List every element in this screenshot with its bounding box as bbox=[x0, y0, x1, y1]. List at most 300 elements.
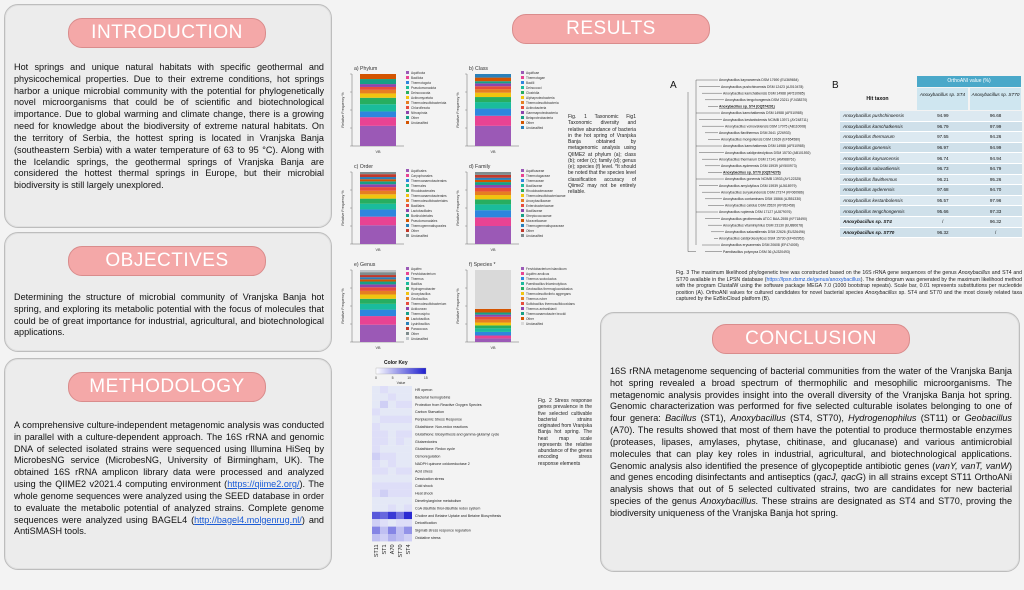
legend-swatch bbox=[406, 76, 409, 79]
bar-segment bbox=[360, 287, 396, 291]
legend-label: Thermosipho bbox=[411, 312, 430, 316]
bar-segment bbox=[475, 270, 511, 309]
bar-segment bbox=[360, 126, 396, 146]
legend-label: Thermotogaceae bbox=[526, 174, 551, 178]
orthoani-taxon: Anoxybacillus salavatliensis bbox=[840, 163, 916, 174]
orthoani-taxon: Anoxybacillus tengchongensis bbox=[840, 206, 916, 217]
legend-swatch bbox=[521, 71, 524, 74]
legend-label: Thermodesulfobacteriota bbox=[411, 101, 447, 105]
heatmap-cell bbox=[380, 423, 388, 430]
legend-swatch bbox=[521, 111, 524, 114]
orthoani-st4-value: 97.68 bbox=[916, 185, 969, 196]
heatmap-row-label: NADPH quinone oxidoreductase 2 bbox=[415, 462, 470, 466]
legend-label: Thermoanaerobacterales bbox=[411, 194, 447, 198]
tree-taxon-label: Anoxybacillus kamchatkensis DSM 14988 (AF510985) bbox=[723, 144, 805, 149]
bar-segment bbox=[360, 93, 396, 97]
legend-swatch bbox=[521, 194, 524, 197]
bar-segment bbox=[475, 188, 511, 192]
tree-taxon-label: Anoxybacillus calidus DSM 25520 (KF952458) bbox=[725, 203, 795, 208]
y-axis-label: Relative Frequency % bbox=[456, 92, 460, 128]
taxonomy-panel-3 bbox=[340, 160, 450, 256]
legend-swatch bbox=[521, 116, 524, 119]
legend-label: Caryophanales bbox=[411, 174, 433, 178]
orthoani-taxon: Anoxybacillus thermarum bbox=[840, 132, 916, 143]
legend-swatch bbox=[406, 194, 409, 197]
heatmap-cell bbox=[404, 438, 412, 445]
heatmap-cell bbox=[396, 453, 404, 460]
legend-swatch bbox=[406, 169, 409, 172]
legend-label: Thermus bbox=[411, 277, 424, 281]
legend-swatch bbox=[406, 71, 409, 74]
legend-label: Unclassified bbox=[526, 322, 544, 326]
legend-swatch bbox=[406, 111, 409, 114]
legend-swatch bbox=[406, 91, 409, 94]
legend-swatch bbox=[521, 234, 524, 237]
legend-label: Thermoanaerobacterales bbox=[411, 179, 447, 183]
legend-label: Thermogemmatisporales bbox=[411, 224, 447, 228]
legend-label: Thermales bbox=[411, 184, 427, 188]
tree-taxon-label: Anoxybacillus contaminans DSM 15866 (AJ551330) bbox=[723, 197, 802, 201]
heatmap-row-label: Dessication stress bbox=[415, 476, 445, 481]
legend-label: Other bbox=[411, 116, 419, 120]
heatmap-row-label: Glutathione: Biosynthesis and gamma-glutamyl cycle bbox=[415, 432, 500, 437]
legend-label: Thermaceae bbox=[526, 179, 544, 183]
panel-title: b) Class bbox=[469, 66, 489, 72]
bar-segment bbox=[360, 291, 396, 295]
bar-segment bbox=[475, 182, 511, 185]
legend-label: Bacillales bbox=[411, 204, 425, 208]
bar-segment bbox=[360, 104, 396, 111]
bar-segment bbox=[475, 178, 511, 180]
legend-swatch bbox=[521, 126, 524, 129]
bar-segment bbox=[360, 282, 396, 285]
legend-label: Hydrogenobacter bbox=[411, 287, 436, 291]
orthoani-st70-value: 94.70 bbox=[969, 185, 1022, 196]
heatmap-cell bbox=[372, 519, 380, 526]
legend-swatch bbox=[406, 307, 409, 310]
heatmap-cell bbox=[396, 416, 404, 423]
orthoani-taxon: Anoxybacillus sp. ST4 bbox=[840, 216, 916, 227]
orthoani-st4-value: 95.66 bbox=[916, 206, 969, 217]
heatmap-row-label: Glutathione: Redox cycle bbox=[415, 447, 455, 452]
bar-segment bbox=[360, 316, 396, 325]
heatmap-cell bbox=[396, 460, 404, 467]
legend-label: Bacilli bbox=[526, 81, 535, 85]
tree-taxon-label: Anoxybacillus mongoliensis DSM 19169 (EF654580) bbox=[721, 137, 801, 142]
legend-swatch bbox=[521, 204, 524, 207]
legend-swatch bbox=[406, 302, 409, 305]
heatmap-cell bbox=[372, 393, 380, 400]
heatmap-cell bbox=[388, 438, 396, 445]
legend-swatch bbox=[406, 312, 409, 315]
bar-segment bbox=[475, 126, 511, 146]
legend-label: Bacillota bbox=[411, 76, 424, 80]
heatmap-cell bbox=[404, 453, 412, 460]
orthoani-st70-value: 97.33 bbox=[969, 206, 1022, 217]
legend-swatch bbox=[406, 199, 409, 202]
heatmap-cell bbox=[388, 416, 396, 423]
legend-swatch bbox=[406, 121, 409, 124]
panel-title: d) Family bbox=[469, 164, 491, 170]
bar-segment bbox=[475, 317, 511, 320]
taxonomy-panel-4 bbox=[455, 160, 565, 256]
heatmap-cell bbox=[380, 453, 388, 460]
heatmap-cell bbox=[388, 504, 396, 511]
legend-label: Deinococci bbox=[526, 86, 542, 90]
orthoani-row bbox=[840, 174, 1022, 185]
heatmap-cell bbox=[388, 445, 396, 452]
taxonomy-panel-6 bbox=[455, 258, 575, 354]
tree-taxon-label: Anoxybacillus suryakundensis DSM 27374 (KF060986) bbox=[721, 190, 804, 195]
legend-swatch bbox=[521, 307, 524, 310]
heatmap-cell bbox=[404, 497, 412, 504]
heatmap-cell bbox=[396, 386, 404, 393]
heatmap-row-label: Carbon Starvation bbox=[415, 410, 444, 415]
panel-title: c) Order bbox=[354, 164, 374, 170]
legend-swatch bbox=[406, 81, 409, 84]
orthoani-st4-value: 95.57 bbox=[916, 195, 969, 206]
orthoani-taxon: Anoxybacillus sp. ST70 bbox=[840, 227, 916, 238]
bar-segment bbox=[475, 109, 511, 116]
bar-segment bbox=[475, 97, 511, 102]
heatmap-cell bbox=[388, 527, 396, 534]
legend-label: Other bbox=[526, 317, 534, 321]
orthoani-st4-value: 94.99 bbox=[916, 111, 969, 121]
heatmap-cell bbox=[396, 482, 404, 489]
tree-taxon-label: Anoxybacillus geothermalis ATCC BAA-2555 (KF718490) bbox=[721, 216, 808, 221]
bar-segment bbox=[475, 312, 511, 314]
heatmap-cell bbox=[404, 504, 412, 511]
heatmap-row-label: Detoxification bbox=[415, 521, 437, 526]
orthoani-st4-value: 96.97 bbox=[916, 142, 969, 153]
legend-swatch bbox=[406, 116, 409, 119]
bar-segment bbox=[360, 90, 396, 94]
heatmap-column-label: ST11 bbox=[374, 544, 380, 558]
bar-segment bbox=[360, 310, 396, 316]
legend-swatch bbox=[521, 312, 524, 315]
heatmap-cell bbox=[380, 416, 388, 423]
heatmap-cell bbox=[372, 401, 380, 408]
heatmap-cell bbox=[372, 460, 380, 467]
heatmap-cell bbox=[372, 482, 380, 489]
legend-swatch bbox=[521, 106, 524, 109]
legend-label: Lactobacillales bbox=[411, 209, 432, 213]
heatmap-cell bbox=[404, 519, 412, 526]
heatmap-cell bbox=[404, 416, 412, 423]
bar-segment bbox=[475, 332, 511, 336]
heatmap-cell bbox=[388, 497, 396, 504]
heatmap-row-label: Dimethylarginine metabolism bbox=[415, 499, 462, 503]
panel-title: a) Phylum bbox=[354, 66, 378, 72]
bar-segment bbox=[360, 172, 396, 174]
heatmap-cell bbox=[388, 460, 396, 467]
heatmap-cell bbox=[388, 482, 396, 489]
heatmap-cell bbox=[388, 467, 396, 474]
heatmap-cell bbox=[380, 475, 388, 482]
tree-taxon-label: Anoxybacillus salavatliensis DSM 22626 (EU326496) bbox=[725, 230, 805, 234]
heatmap-row-label: Glutaredoxins bbox=[415, 439, 438, 444]
heatmap-cell bbox=[372, 386, 380, 393]
taxonomy-panel-5 bbox=[340, 258, 450, 354]
heatmap-row-label: SigmaB stress responce regulation bbox=[415, 528, 471, 533]
tree-taxon-label: Anoxybacillus caldiproteolyticus DSM 15730 (EF492952) bbox=[719, 236, 805, 241]
tree-taxon-label: Anoxybacillus sp. ST70 (OQ574276) bbox=[723, 170, 781, 175]
heatmap-cell bbox=[372, 408, 380, 415]
color-key-title: Color Key bbox=[384, 360, 408, 366]
legend-label: Bacillus bbox=[411, 282, 422, 286]
sample-label: VB bbox=[375, 346, 381, 350]
legend-swatch bbox=[406, 101, 409, 104]
bar-segment bbox=[360, 191, 396, 195]
tree-taxon-label: Anoxybacillus kamchatkensis DSM 14988 (AF510985) bbox=[721, 111, 803, 116]
orthoani-st70-value: 96.32 bbox=[969, 216, 1022, 227]
heatmap-cell bbox=[388, 423, 396, 430]
legend-swatch bbox=[521, 322, 524, 325]
taxonomy-panel-1 bbox=[340, 62, 450, 158]
bar-segment bbox=[475, 89, 511, 93]
legend-label: Other bbox=[526, 229, 534, 233]
bar-segment bbox=[475, 309, 511, 313]
legend-label: Thermoanaerobacter brockii bbox=[526, 312, 566, 316]
bar-segment bbox=[475, 78, 511, 82]
bar-segment bbox=[360, 181, 396, 184]
y-axis-label: Relative Frequency % bbox=[456, 288, 460, 324]
orthoani-row bbox=[840, 132, 1022, 143]
st4-col-header: Anoxybacillus sp. ST4 bbox=[917, 88, 968, 110]
color-key-tick: 0 bbox=[375, 376, 377, 380]
heatmap-cell bbox=[388, 475, 396, 482]
legend-label: Thermodesulfobacteria bbox=[526, 101, 559, 105]
bar-segment bbox=[475, 199, 511, 204]
orthoani-row bbox=[840, 206, 1022, 217]
heatmap-cell bbox=[404, 386, 412, 393]
bar-segment bbox=[475, 336, 511, 339]
bar-segment bbox=[360, 272, 396, 275]
legend-swatch bbox=[406, 179, 409, 182]
heatmap-cell bbox=[372, 512, 380, 519]
legend-swatch bbox=[521, 282, 524, 285]
orthoani-st4-value: 96.21 bbox=[916, 174, 969, 185]
orthoani-st70-value: 94.26 bbox=[969, 132, 1022, 143]
orthoani-taxon: Anoxybacillus kamchatkensis bbox=[840, 121, 916, 132]
legend-label: Paracoccus bbox=[411, 327, 428, 331]
legend-label: Acidovorax bbox=[411, 307, 427, 311]
heatmap-cell bbox=[404, 527, 412, 534]
heatmap-cell bbox=[380, 504, 388, 511]
bar-segment bbox=[360, 204, 396, 210]
heatmap-cell bbox=[404, 401, 412, 408]
heatmap-cell bbox=[372, 475, 380, 482]
tree-taxon-label: Anoxybacillus thermarum DSM 17141 (AM988761) bbox=[719, 157, 796, 162]
heatmap-row-label: Bacterial hemoglobins bbox=[415, 395, 451, 400]
bar-segment bbox=[475, 195, 511, 199]
bar-segment bbox=[360, 275, 396, 277]
panel-b-label: B bbox=[832, 80, 839, 91]
heatmap-cell bbox=[404, 445, 412, 452]
legend-swatch bbox=[521, 174, 524, 177]
legend-label: Unclassified bbox=[411, 234, 429, 238]
legend-label: Unclassified bbox=[526, 126, 544, 130]
bar-segment bbox=[360, 117, 396, 126]
heatmap-row-label: HR operon bbox=[415, 388, 433, 392]
legend-label: Aquificaceae bbox=[526, 169, 545, 173]
heatmap-row-label: Protection from Reactive Oxygen Species bbox=[415, 402, 482, 407]
tree-taxon-label: Anoxybacillus amylolyticus DSM 15939 (AJ618979) bbox=[719, 183, 797, 188]
legend-swatch bbox=[406, 322, 409, 325]
heatmap-cell bbox=[396, 497, 404, 504]
orthoani-row bbox=[840, 111, 1022, 121]
heatmap-column-label: ST1 bbox=[382, 544, 388, 555]
introduction-title: INTRODUCTION bbox=[68, 18, 266, 48]
orthoani-st70-value: 97.96 bbox=[969, 195, 1022, 206]
orthoani-taxon: Anoxybacillus flavithermus bbox=[840, 174, 916, 185]
legend-swatch bbox=[521, 189, 524, 192]
y-axis-label: Relative Frequency % bbox=[456, 190, 460, 226]
results-title: RESULTS bbox=[512, 14, 710, 44]
legend-swatch bbox=[406, 327, 409, 330]
sample-label: VB bbox=[490, 346, 496, 350]
tree-taxon-label: Paenibacillus polymyxa DSM 36 (AJ320493) bbox=[723, 249, 790, 254]
heatmap-cell bbox=[380, 438, 388, 445]
legend-swatch bbox=[406, 332, 409, 335]
heatmap-cell bbox=[396, 401, 404, 408]
orthoani-taxon: Anoxybacillus kestanbolensis bbox=[840, 195, 916, 206]
color-key-tick: 10 bbox=[407, 376, 412, 380]
legend-swatch bbox=[521, 209, 524, 212]
heatmap-cell bbox=[380, 497, 388, 504]
heatmap-cell bbox=[380, 519, 388, 526]
legend-label: Aquificota bbox=[411, 71, 425, 75]
legend-label: Lactobacillus bbox=[411, 317, 430, 321]
heatmap-cell bbox=[404, 475, 412, 482]
heatmap-cell bbox=[404, 512, 412, 519]
bar-segment bbox=[475, 320, 511, 323]
fig1-caption: Fig. 1 Taxonomic Fig1 Taxonomic diversity and relative abundance of bacteria in the hot spring of Vranjska Banja obtained by metagenomic analysis using QIIME2 at phylum (a); class (b); order (c); family (d); genus (e); species (f) level. *It should be noted that the species level classification accuracy of Qiime2 may not be entirely reliable. bbox=[568, 114, 636, 195]
orthoani-row bbox=[840, 227, 1022, 238]
legend-swatch bbox=[521, 277, 524, 280]
heatmap-cell bbox=[404, 423, 412, 430]
orthoani-taxon: Anoxybacillus pushchinoensis bbox=[840, 111, 916, 121]
tree-taxon-label: Anoxybacillus flavithermus DSM 2641 (Z26933) bbox=[719, 131, 791, 135]
legend-swatch bbox=[406, 267, 409, 270]
heatmap-cell bbox=[404, 408, 412, 415]
bagel4-link[interactable]: http://bagel4.molgenrug.nl/ bbox=[194, 514, 302, 525]
legend-swatch bbox=[521, 169, 524, 172]
bar-segment bbox=[475, 191, 511, 195]
legend-label: Bacillaceae bbox=[526, 184, 543, 188]
bar-segment bbox=[475, 315, 511, 317]
heatmap-cell bbox=[396, 475, 404, 482]
orthoani-st70-value: 95.26 bbox=[969, 174, 1022, 185]
heatmap-row-label: Osmoregulation bbox=[415, 454, 441, 459]
legend-swatch bbox=[521, 229, 524, 232]
fig3-caption: Fig. 3 The maximum likelihood phylogenetic tree was constructed based on the 16S rRNA gene sequences of the genus Anoxybacillus and ST4 and ST70 available in the LPSN database (https://lpsn.dsmz.de/genus/anoxybacillus). The dendrogram was generated by the maximum likelihood method with the program ClustalW using the software package MEGA 7.0 (1000 bootstrap repeats). Scale bar, 0.01 represents substitutions per nucleotide position (A). OrthoANI values for cultured candidates for novel bacterial species Anoxybacillus sp. ST4 and ST70 and the most closely related taxa captured by the EzBioCloud platform (B). bbox=[676, 270, 1023, 302]
legend-swatch bbox=[521, 199, 524, 202]
legend-label: Nitrospirota bbox=[411, 111, 428, 115]
y-axis-label: Relative Frequency % bbox=[341, 190, 345, 226]
legend-label: Chloroflexota bbox=[411, 106, 430, 110]
orthoani-st70-value: 96.68 bbox=[969, 111, 1022, 121]
objectives-text: Determining the structure of microbial community of Vranjska Banja hot spring, and exploring its metabolic potential with the focus of molecules that could be of great importance for industrial, agricultural, and biotechnological applications. bbox=[14, 292, 324, 338]
heatmap-cell bbox=[380, 408, 388, 415]
legend-label: Deinococcota bbox=[411, 91, 431, 95]
legend-label: Fervidobacterium bbox=[411, 272, 436, 276]
panel-title: e) Genus bbox=[354, 262, 376, 268]
legend-swatch bbox=[406, 219, 409, 222]
heatmap-row-label: Glutathione: Non-redox reactions bbox=[415, 425, 468, 429]
legend-swatch bbox=[521, 81, 524, 84]
legend-swatch bbox=[521, 287, 524, 290]
heatmap-cell bbox=[372, 527, 380, 534]
orthoani-taxon: Anoxybacillus ayderensis bbox=[840, 185, 916, 196]
heatmap-row-label: Heat shock bbox=[415, 491, 433, 496]
legend-label: Burkholderiales bbox=[411, 214, 433, 218]
legend-swatch bbox=[521, 101, 524, 104]
legend-label: Actinobacteria bbox=[526, 106, 547, 110]
bar-segment bbox=[475, 102, 511, 108]
legend-swatch bbox=[406, 184, 409, 187]
sample-label: VB bbox=[375, 248, 381, 252]
heatmap-cell bbox=[396, 519, 404, 526]
bar-segment bbox=[475, 217, 511, 226]
orthoani-row bbox=[840, 185, 1022, 196]
heatmap-column-label: A70 bbox=[390, 544, 396, 555]
bar-segment bbox=[360, 184, 396, 187]
tree-taxon-label: Anoxybacillus caldiproteolyticus DSM 15730 (AB101592) bbox=[725, 150, 811, 155]
heatmap-cell bbox=[372, 445, 380, 452]
legend-swatch bbox=[406, 224, 409, 227]
bar-segment bbox=[360, 84, 396, 87]
heatmap-cell bbox=[404, 393, 412, 400]
bar-segment bbox=[360, 111, 396, 117]
legend-swatch bbox=[521, 224, 524, 227]
orthoani-row bbox=[840, 153, 1022, 164]
heatmap-cell bbox=[388, 512, 396, 519]
heatmap-cell bbox=[388, 534, 396, 541]
orthoani-table bbox=[840, 111, 1022, 238]
bar-segment bbox=[360, 194, 396, 198]
legend-swatch bbox=[521, 272, 524, 275]
qiime2-link[interactable]: https://qiime2.org/ bbox=[227, 479, 300, 490]
tree-taxon-label: Anoxybacillus rupiensis DSM 17127 (AJ879076) bbox=[719, 210, 792, 215]
legend-label: Betaproteobacteria bbox=[526, 116, 553, 120]
color-key-tick: 5 bbox=[391, 376, 394, 380]
conclusion-title: CONCLUSION bbox=[712, 324, 910, 354]
heatmap-cell bbox=[396, 438, 404, 445]
tree-taxon-label: Anoxybacillus kestanbolensis NCIMB 13971 (AY248711) bbox=[723, 117, 808, 122]
heatmap-cell bbox=[396, 430, 404, 437]
legend-label: Rhodobacteraceae bbox=[526, 189, 553, 193]
tree-taxon-label: Anoxybacillus kamchatkensis DSM 14988 (AF510985) bbox=[723, 91, 805, 96]
tree-taxon-label: Anoxybacillus kaynarcensis DSM 17690 (EU369654) bbox=[719, 78, 799, 83]
lpsn-link[interactable]: https://lpsn.dsmz.de/genus/anoxybacillus bbox=[766, 276, 861, 283]
heatmap-cell bbox=[372, 534, 380, 541]
tree-taxon-label: Anoxybacillus pushchinoensis DSM 12423 (AJ010478) bbox=[721, 84, 804, 89]
panel-title: f) Species * bbox=[469, 262, 496, 268]
heatmap-cell bbox=[388, 453, 396, 460]
bar-segment bbox=[360, 209, 396, 216]
legend-label: Geobacillus bbox=[411, 297, 428, 301]
sample-label: VB bbox=[375, 150, 381, 154]
legend-label: Aquifex aeolicus bbox=[526, 272, 550, 276]
heatmap-cell bbox=[396, 408, 404, 415]
bar-segment bbox=[475, 328, 511, 332]
heatmap-cell bbox=[396, 527, 404, 534]
st70-col-header: Anoxybacillus sp. ST70 bbox=[970, 88, 1021, 110]
legend-swatch bbox=[406, 337, 409, 340]
legend-swatch bbox=[406, 106, 409, 109]
heatmap-cell bbox=[380, 445, 388, 452]
